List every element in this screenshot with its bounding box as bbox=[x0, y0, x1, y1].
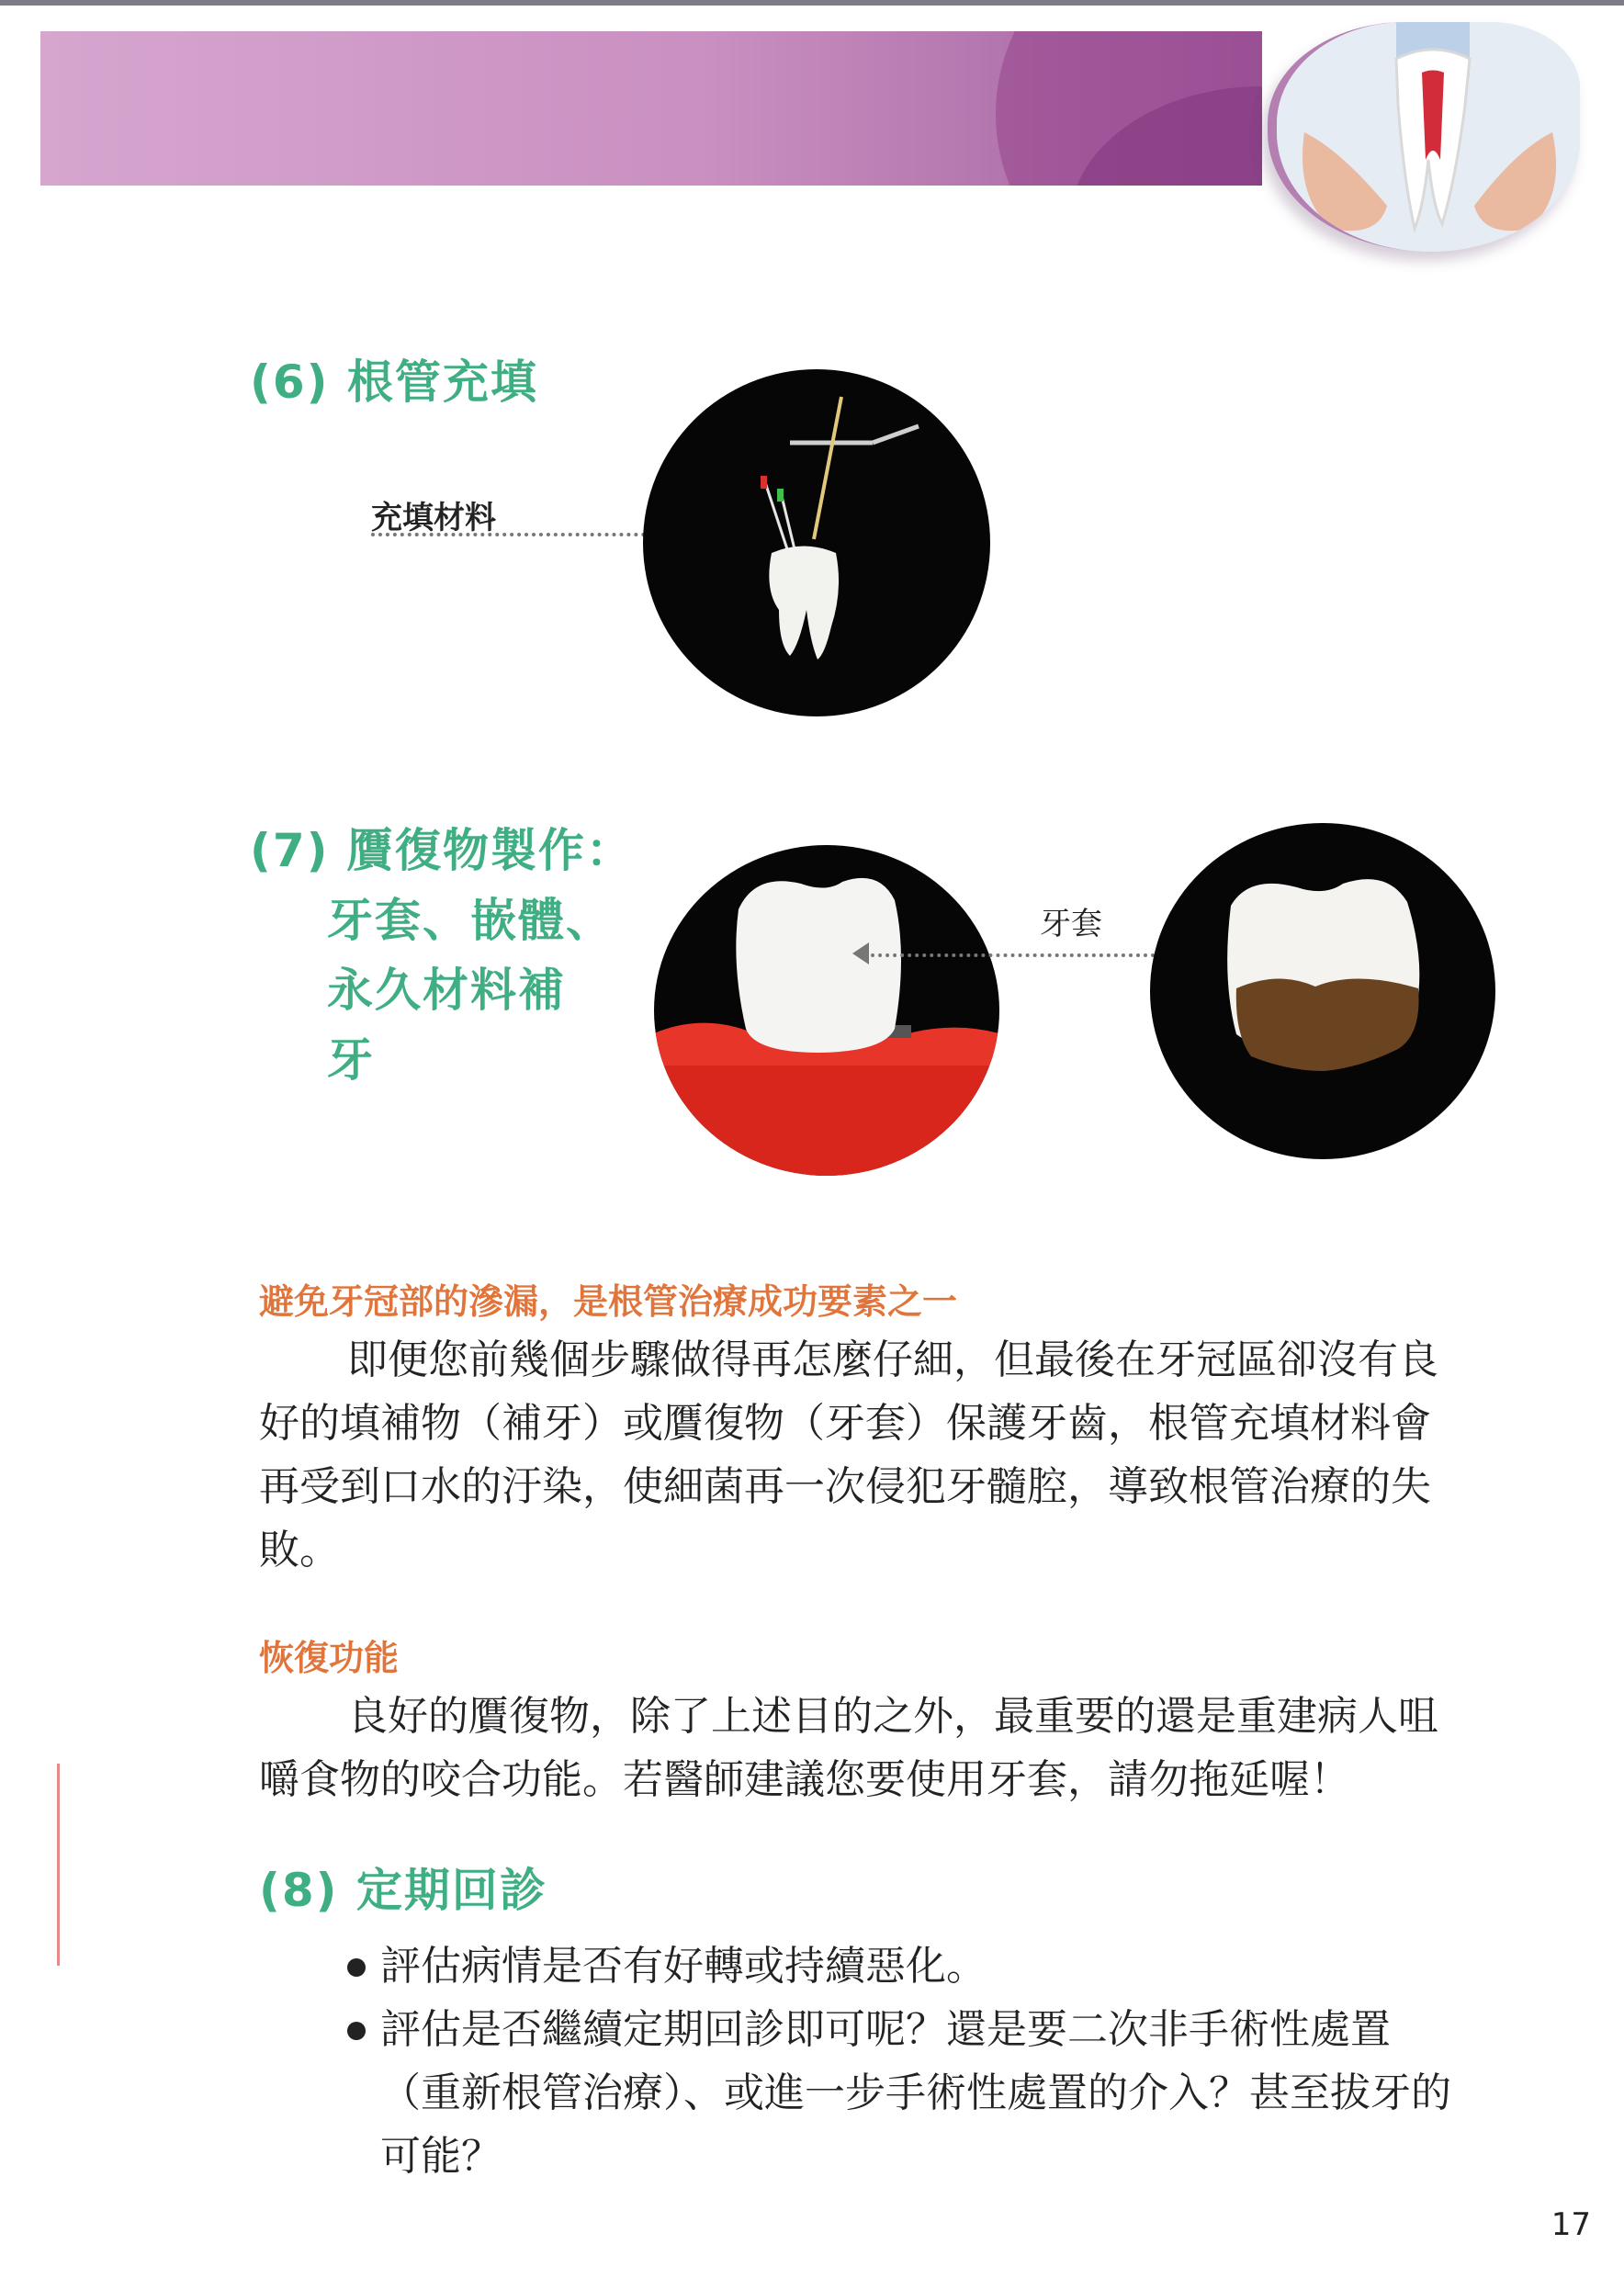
banner-tooth-hands-photo bbox=[1268, 22, 1580, 252]
root-filling-photo bbox=[643, 369, 990, 716]
list-item-text: 評估病情是否有好轉或持續惡化。 bbox=[380, 1943, 987, 1990]
leakage-subheading: 避免牙冠部的滲漏，是根管治療成功要素之一 bbox=[259, 1281, 958, 1322]
header-banner bbox=[40, 31, 1262, 186]
list-item bbox=[347, 1934, 1470, 1998]
list-item-text: 評估是否繼續定期回診即可呢？還是要二次非手術性處置（重新根管治療）、或進一步手術性處置的介入？甚至拔牙的可能？ bbox=[380, 2006, 1451, 2180]
leakage-paragraph: 即便您前幾個步驟做得再怎麼仔細，但最後在牙冠區卻沒有良好的填補物（補牙）或贋復物（牙套）保護牙齒，根管充填材料會再受到口水的汙染，使細菌再一次侵犯牙髓腔，導致根管治療的失敗。 bbox=[259, 1336, 1438, 1573]
restore-subheading: 恢復功能 bbox=[259, 1638, 400, 1678]
section8-heading: (8) 定期回診 bbox=[259, 1864, 547, 1917]
section7-heading-line: 牙套、嵌體、 bbox=[327, 894, 614, 947]
section7-heading-line: 永久材料補 bbox=[327, 964, 566, 1017]
crown-on-model-photo bbox=[654, 845, 999, 1176]
restore-paragraph: 良好的贋復物，除了上述目的之外，最重要的還是重建病人咀嚼食物的咬合功能。若醫師建議您要使用牙套，請勿拖延喔！ bbox=[259, 1693, 1438, 1803]
crown-piece-photo bbox=[1150, 823, 1495, 1159]
label-crown: 牙套 bbox=[1040, 906, 1102, 942]
label-filling-material: 充填材料 bbox=[371, 500, 496, 536]
scan-edge-mark bbox=[57, 1764, 60, 1966]
crown-pointer-arrow-icon bbox=[852, 942, 869, 964]
page-number: 17 bbox=[1551, 2206, 1591, 2243]
list-item bbox=[347, 1998, 1470, 2188]
bullet-icon bbox=[347, 1958, 366, 1977]
section6-heading: (6) 根管充填 bbox=[250, 355, 538, 409]
top-rule bbox=[0, 0, 1624, 6]
section7-heading-line: (7) 贋復物製作： bbox=[250, 824, 634, 877]
section7-heading bbox=[250, 816, 634, 1095]
section7-heading-line: 牙 bbox=[327, 1033, 375, 1087]
bullet-icon bbox=[347, 2022, 366, 2040]
followup-list bbox=[347, 1934, 1470, 2188]
